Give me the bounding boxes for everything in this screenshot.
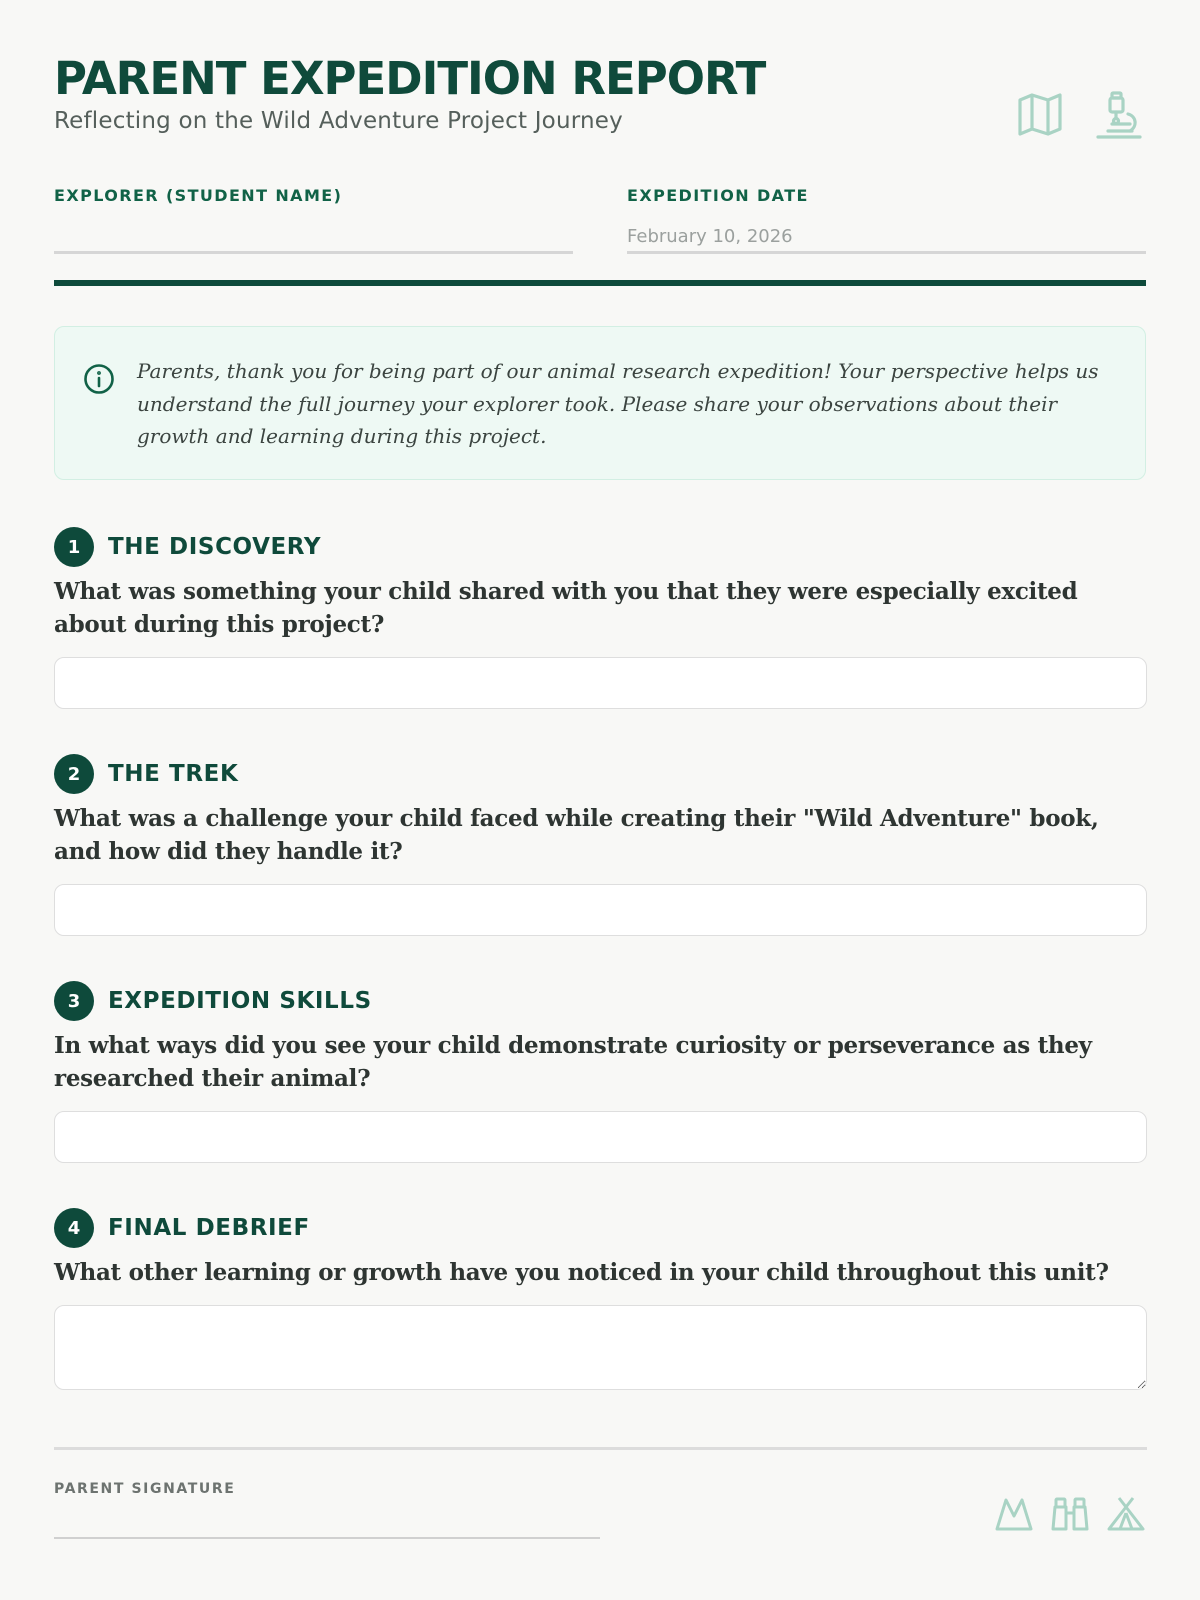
signature-label: PARENT SIGNATURE	[54, 1481, 236, 1497]
question-title: EXPEDITION SKILLS	[108, 988, 372, 1014]
footer-icons	[995, 1496, 1145, 1532]
report-fields	[54, 150, 1146, 254]
report-header	[54, 0, 1146, 150]
header-icons	[1016, 90, 1144, 142]
page-title: PARENT EXPEDITION REPORT	[54, 52, 766, 105]
question-header	[54, 981, 1147, 1021]
question-text: What other learning or growth have you noticed in your child throughout this unit?	[54, 1259, 1109, 1286]
question-header	[54, 754, 1147, 794]
page-subtitle: Reflecting on the Wild Adventure Project Journey	[54, 108, 623, 134]
student-name-label: EXPLORER (STUDENT NAME)	[54, 186, 343, 205]
answer-input-3[interactable]	[54, 1111, 1147, 1163]
question-title: FINAL DEBRIEF	[108, 1215, 310, 1241]
question-title: THE TREK	[108, 761, 239, 787]
answer-input-1[interactable]	[54, 657, 1147, 709]
student-name-field	[54, 150, 573, 254]
signature-line[interactable]	[54, 1537, 600, 1539]
info-icon	[83, 363, 115, 395]
header-divider	[54, 280, 1146, 286]
answer-input-4[interactable]	[54, 1305, 1147, 1390]
info-text: Parents, thank you for being part of our animal research expedition! Your perspective helps us understand the full journey your explorer took. Please share your observations about their growth and learning during this project.	[137, 359, 1099, 448]
question-3	[54, 981, 1147, 1163]
question-header	[54, 1208, 1147, 1248]
answer-input-2[interactable]	[54, 884, 1147, 936]
question-number-badge: 2	[54, 754, 94, 794]
microscope-icon	[1094, 90, 1144, 142]
expedition-date-input[interactable]: February 10, 2026	[627, 224, 1146, 254]
question-text: In what ways did you see your child demonstrate curiosity or perseverance as they researched their animal?	[54, 1032, 1092, 1092]
mountain-icon	[995, 1496, 1033, 1532]
question-text: What was something your child shared with you that they were especially excited about during this project?	[54, 578, 1078, 638]
question-2	[54, 754, 1147, 936]
info-box	[54, 326, 1146, 480]
expedition-date-label: EXPEDITION DATE	[627, 186, 809, 205]
map-icon	[1016, 90, 1064, 138]
question-number-badge: 1	[54, 527, 94, 567]
tent-icon	[1107, 1496, 1145, 1532]
expedition-date-field	[627, 150, 1146, 254]
question-4	[54, 1208, 1147, 1390]
student-name-input[interactable]	[54, 224, 573, 254]
question-text: What was a challenge your child faced while creating their "Wild Adventure" book, and how did they handle it?	[54, 805, 1099, 865]
question-title: THE DISCOVERY	[108, 534, 322, 560]
question-1	[54, 527, 1147, 709]
question-header	[54, 527, 1147, 567]
question-number-badge: 4	[54, 1208, 94, 1248]
binoculars-icon	[1051, 1496, 1089, 1532]
report-footer	[54, 1447, 1147, 1539]
question-number-badge: 3	[54, 981, 94, 1021]
